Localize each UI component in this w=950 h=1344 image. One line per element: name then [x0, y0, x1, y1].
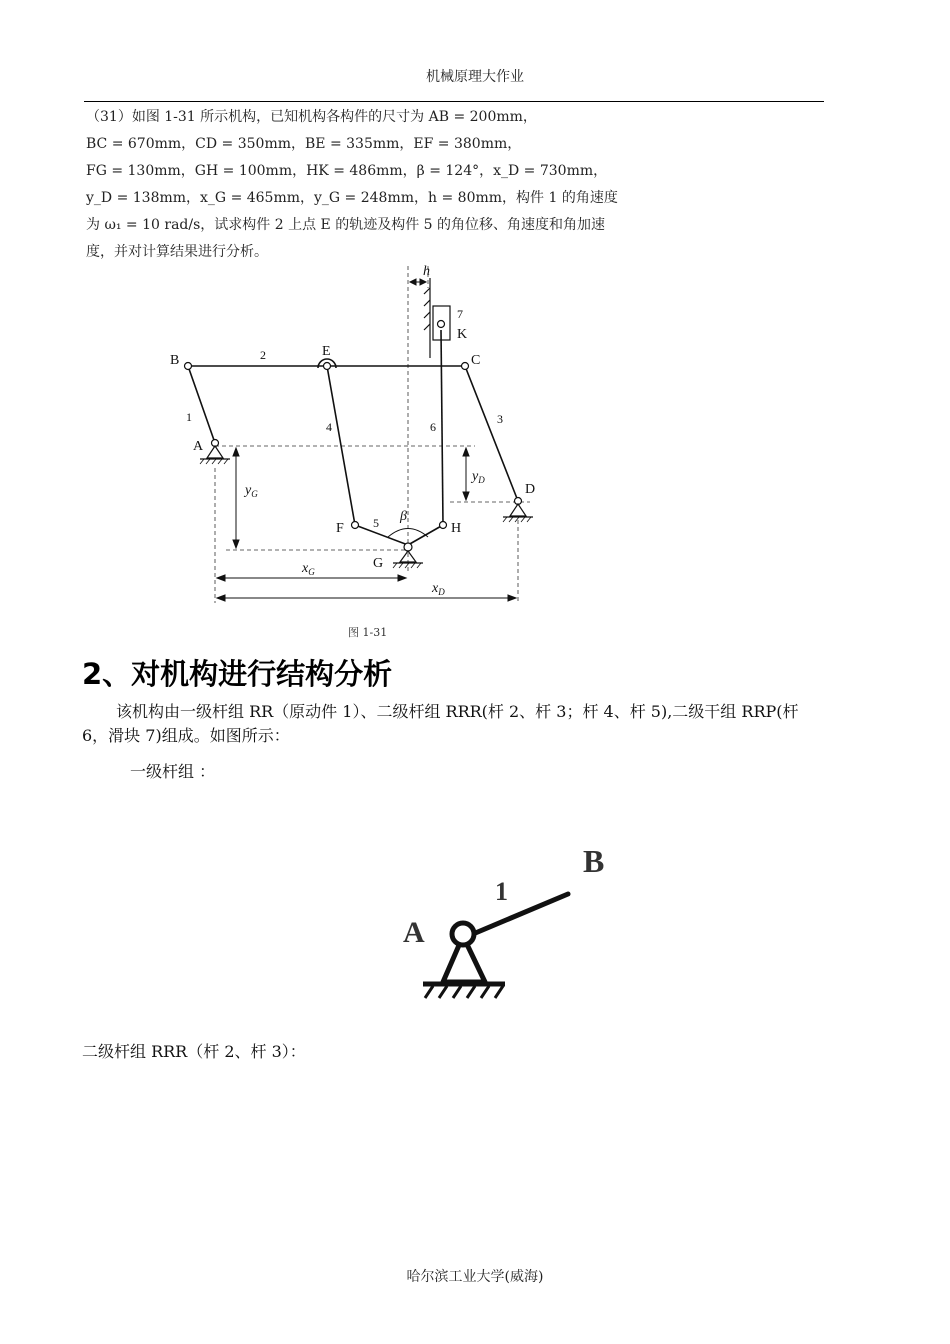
link-label-4: 4	[326, 420, 332, 434]
point-label-b: B	[170, 353, 180, 368]
point-label-f: F	[336, 521, 344, 536]
dim-label-h: h	[423, 264, 430, 279]
problem-line-6: 度，并对计算结果进行分析。	[86, 244, 268, 260]
link-label-7: 7	[457, 307, 463, 321]
first-order-group-figure	[365, 810, 635, 1050]
dim-label-yg-sub: G	[251, 489, 258, 499]
page-footer: 哈尔滨工业大学(威海)	[406, 1269, 544, 1285]
dim-label-yg: y	[245, 483, 252, 498]
point-label-c: C	[471, 353, 481, 368]
point-label-b2: B	[583, 843, 605, 879]
point-label-a2: A	[403, 916, 425, 949]
problem-statement	[86, 104, 646, 266]
dim-label-yd: y	[472, 469, 479, 484]
body-paragraph: 该机构由一级杆组 RR（原动件 1）、二级杆组 RRR(杆 2、杆 3；杆 4、杆 5),二级干组 RRP(杆 6，滑块 7)组成。如图所示：	[82, 702, 799, 745]
mechanism-figure-1-31	[160, 258, 540, 618]
point-label-a: A	[193, 439, 204, 454]
section-title: 2、对机构进行结构分析	[82, 657, 393, 691]
dim-label-xd: x	[432, 581, 439, 596]
point-label-k: K	[457, 327, 468, 342]
group-label-first-order: 一级杆组 ：	[130, 762, 216, 781]
point-label-h: H	[451, 521, 462, 536]
link-label-2: 2	[260, 348, 266, 362]
problem-line-4: y_D = 138mm，x_G = 465mm，y_G = 248mm，h = 80mm，构件 1 的角速度	[86, 190, 618, 206]
svg-text:yD	[470, 469, 485, 485]
dim-label-xg: x	[302, 561, 309, 576]
figure-caption: 图 1-31	[348, 626, 388, 639]
link-label-5: 5	[373, 516, 379, 530]
angle-label-beta: β	[400, 509, 407, 524]
point-label-d: D	[525, 482, 536, 497]
svg-text:xD	[431, 581, 445, 597]
dim-label-yd-sub: D	[478, 475, 485, 485]
dim-label-xg-sub: G	[308, 567, 315, 577]
link-label-6: 6	[430, 420, 436, 434]
problem-line-5: 为 ω₁ = 10 rad/s，试求构件 2 上点 E 的轨迹及构件 5 的角位移、角速度和角加速	[86, 217, 606, 233]
header-rule	[84, 101, 824, 102]
point-label-g: G	[373, 556, 384, 571]
problem-line-1: （31）如图 1-31 所示机构，已知机构各构件的尺寸为 AB = 200mm，	[86, 109, 537, 125]
link-label-1: 1	[186, 410, 192, 424]
dim-label-xd-sub: D	[438, 587, 445, 597]
page-header: 机械原理大作业	[426, 69, 524, 85]
group-label-rrr: 二级杆组 RRR（杆 2、杆 3）：	[82, 1042, 306, 1061]
link-label-3: 3	[497, 412, 503, 426]
svg-text:yG	[243, 483, 258, 499]
problem-line-3: FG = 130mm，GH = 100mm，HK = 486mm，β = 124°，x_D = 730mm，	[86, 163, 608, 179]
problem-line-2: BC = 670mm，CD = 350mm，BE = 335mm，EF = 380mm，	[86, 136, 522, 152]
point-label-e: E	[322, 344, 331, 359]
link-label-1b: 1	[495, 877, 508, 906]
svg-text:xG	[301, 561, 315, 577]
